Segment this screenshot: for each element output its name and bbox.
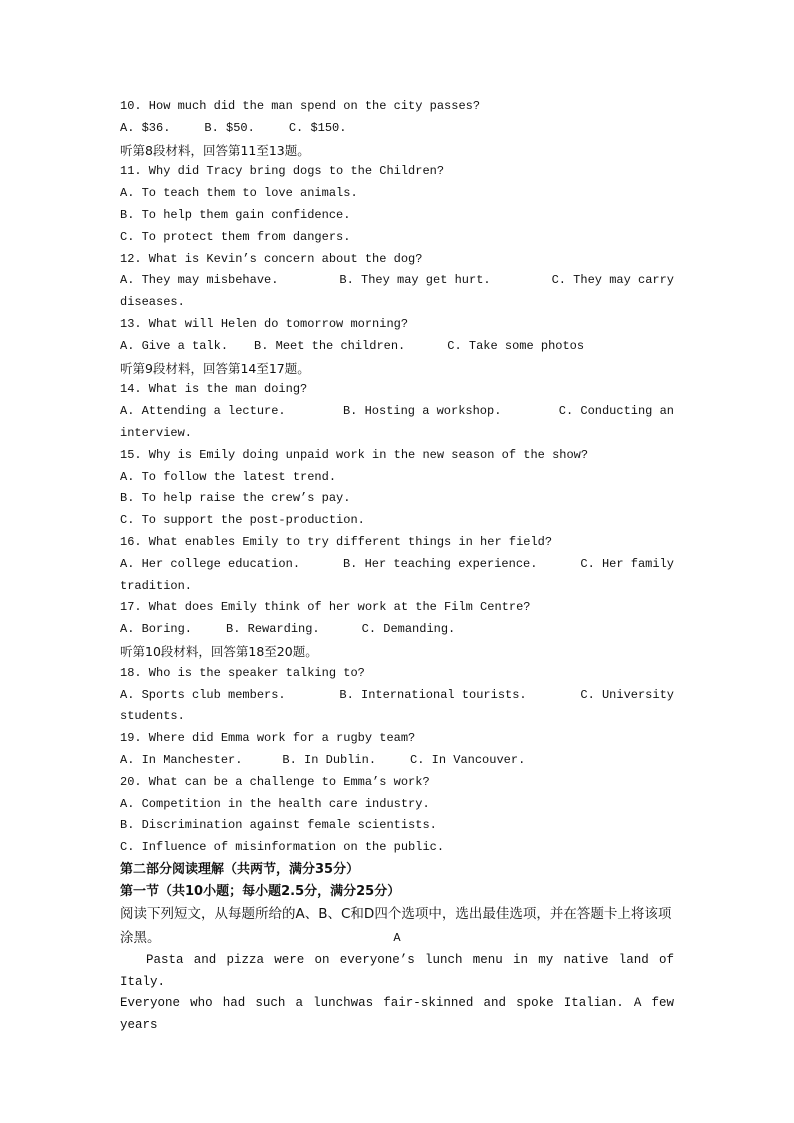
section-9-heading: 听第9段材料，回答第14至17题。 xyxy=(120,360,310,376)
question-11-option-b: B. To help them gain confidence. xyxy=(120,207,351,222)
question-15-option-b: B. To help raise the crew’s pay. xyxy=(120,491,351,506)
question-10-options: A. $36. B. $50. C. $150. xyxy=(120,120,347,135)
question-15-option-a: A. To follow the latest trend. xyxy=(120,469,337,484)
question-13: 13. What will Helen do tomorrow morning? xyxy=(120,316,409,331)
part-2-heading: 第二部分阅读理解（共两节，满分35分） xyxy=(120,861,360,877)
question-12-options: A. They may misbehave. B. They may get hurt. C. They may carry xyxy=(120,273,674,288)
question-18-options: A. Sports club members. B. International tourists. C. University xyxy=(120,687,674,702)
exam-page xyxy=(120,96,674,1036)
question-16: 16. What enables Emily to try different things in her field? xyxy=(120,534,553,549)
question-16-options: A. Her college education. B. Her teaching experience. C. Her family xyxy=(120,556,674,571)
question-11-option-a: A. To teach them to love animals. xyxy=(120,186,358,201)
instructions: 阅读下列短文，从每题所给的A、B、C和D四个选项中，选出最佳选项，并在答题卡上将该项涂黑。 xyxy=(120,906,672,947)
question-19: 19. Where did Emma work for a rugby team? xyxy=(120,731,416,746)
section-1-heading: 第一节（共10小题；每小题2.5分，满分25分） xyxy=(120,883,401,899)
question-11-option-c: C. To protect them from dangers. xyxy=(120,229,351,244)
passage-label: A xyxy=(393,931,401,946)
question-11: 11. Why did Tracy bring dogs to the Children? xyxy=(120,164,445,179)
question-15-option-c: C. To support the post-production. xyxy=(120,513,365,528)
question-12: 12. What is Kevin’s concern about the dog? xyxy=(120,251,423,266)
question-13-options: A. Give a talk. B. Meet the children. C. Take some photos xyxy=(120,338,585,353)
question-17: 17. What does Emily think of her work at the Film Centre? xyxy=(120,600,531,615)
question-19-options: A. In Manchester. B. In Dublin. C. In Vancouver. xyxy=(120,752,526,767)
passage-line-2: Everyone who had such a lunchwas fair-skinned and spoke Italian. A few years xyxy=(120,996,674,1032)
question-20-option-c: C. Influence of misinformation on the public. xyxy=(120,840,445,855)
question-18-option-wrap: students. xyxy=(120,709,185,724)
section-10-heading: 听第10段材料，回答第18至20题。 xyxy=(120,643,318,659)
question-20-option-b: B. Discrimination against female scientists. xyxy=(120,818,437,833)
question-20-option-a: A. Competition in the health care industry. xyxy=(120,796,430,811)
question-14-option-wrap: interview. xyxy=(120,425,193,440)
question-17-options: A. Boring. B. Rewarding. C. Demanding. xyxy=(120,622,456,637)
question-14-options: A. Attending a lecture. B. Hosting a workshop. C. Conducting an xyxy=(120,404,674,419)
question-14: 14. What is the man doing? xyxy=(120,382,308,397)
question-12-option-wrap: diseases. xyxy=(120,295,185,310)
question-20: 20. What can be a challenge to Emma’s work? xyxy=(120,774,430,789)
question-10: 10. How much did the man spend on the city passes? xyxy=(120,99,481,113)
question-15: 15. Why is Emily doing unpaid work in the new season of the show? xyxy=(120,447,589,462)
question-18: 18. Who is the speaker talking to? xyxy=(120,665,365,680)
section-8-heading: 听第8段材料，回答第11至13题。 xyxy=(120,142,310,158)
passage-line-1: Pasta and pizza were on everyone’s lunch menu in my native land of Italy. xyxy=(120,953,674,989)
question-16-option-wrap: tradition. xyxy=(120,578,193,593)
